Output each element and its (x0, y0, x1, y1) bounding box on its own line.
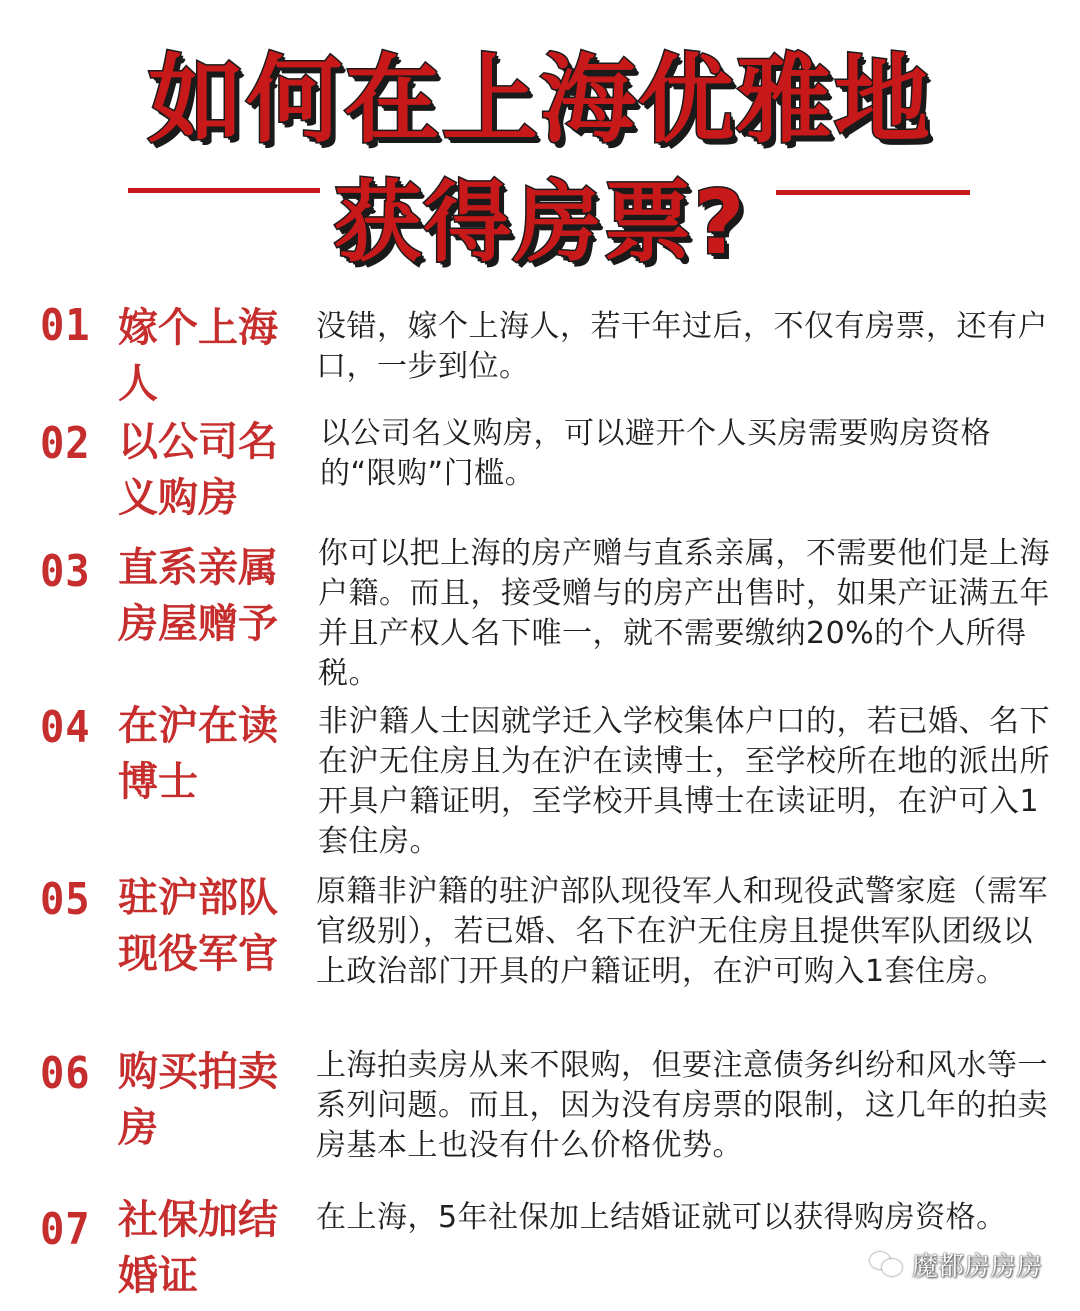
item-label: 购买拍卖房 (118, 1049, 278, 1151)
item-number: 07 (40, 1204, 91, 1255)
item-number: 01 (40, 300, 91, 351)
item-description: 原籍非沪籍的驻沪部队现役军人和现役武警家庭（需军官级别），若已婚、名下在沪无住房且提供军队团级以上政治部门开具的户籍证明，在沪可购入1套住房。 (316, 874, 1048, 989)
page-title-line-1: 如何在上海优雅地 (148, 44, 932, 156)
item-number: 05 (40, 874, 91, 925)
item-number: 03 (40, 546, 91, 597)
page-title-line-2: 获得房票? (333, 171, 747, 274)
watermark-text: 魔都房房房 (911, 1251, 1042, 1282)
item-label: 直系亲属房屋赠予 (118, 545, 278, 647)
item-number: 02 (40, 418, 91, 469)
item-description: 没错，嫁个上海人，若干年过后，不仅有房票，还有户口，一步到位。 (316, 309, 1048, 384)
watermark (870, 1244, 1042, 1284)
item-description: 非沪籍人士因就学迁入学校集体户口的，若已婚、名下在沪无住房且为在沪在读博士，至学校所在地的派出所开具户籍证明，至学校开具博士在读证明，在沪可入1套住房。 (318, 704, 1050, 859)
wechat-icon (870, 1250, 904, 1278)
item-number: 06 (40, 1048, 91, 1099)
item-label: 社保加结婚证 (118, 1197, 278, 1299)
item-label: 在沪在读博士 (118, 703, 278, 805)
item-label: 嫁个上海人 (118, 305, 278, 407)
item-description: 你可以把上海的房产赠与直系亲属，不需要他们是上海户籍。而且，接受赠与的房产出售时，如果产证满五年并且产权人名下唯一，就不需要缴纳20%的个人所得税。 (318, 536, 1050, 691)
item-label: 驻沪部队现役军官 (118, 875, 278, 977)
item-description: 在上海，5年社保加上结婚证就可以获得购房资格。 (316, 1200, 1007, 1235)
item-number: 04 (40, 702, 91, 753)
item-label: 以公司名义购房 (118, 419, 278, 521)
item-description: 上海拍卖房从来不限购，但要注意债务纠纷和风水等一系列问题。而且，因为没有房票的限制，这几年的拍卖房基本上也没有什么价格优势。 (316, 1048, 1048, 1163)
item-description: 以公司名义购房，可以避开个人买房需要购房资格的“限购”门槛。 (320, 416, 991, 491)
